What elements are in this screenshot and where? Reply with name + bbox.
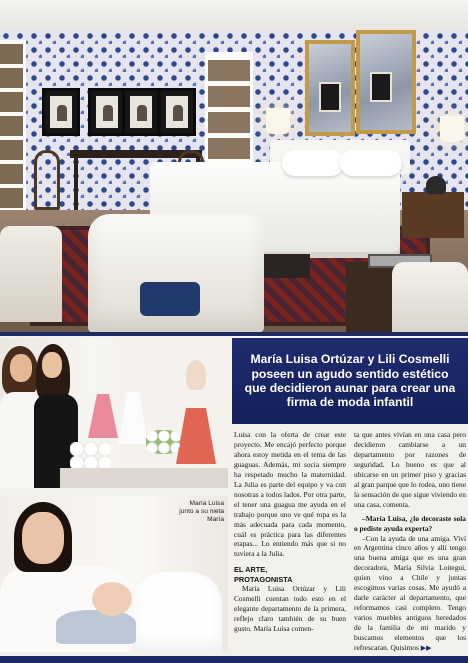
bunny-toy-head — [186, 360, 206, 390]
white-sofa — [132, 572, 222, 652]
designers-photo — [0, 338, 228, 488]
flower-bouquet — [146, 430, 180, 454]
caption-line: María — [207, 516, 224, 523]
wall-frame-4 — [158, 88, 196, 136]
grandmother-photo — [0, 496, 228, 652]
nightstand — [402, 192, 464, 238]
wall-frame-3 — [122, 88, 160, 136]
woman-right-face — [42, 352, 62, 378]
display-table — [60, 468, 228, 488]
table-lamp-right — [440, 116, 464, 142]
bentwood-chair — [34, 150, 60, 210]
subhead-line: PROTAGONISTA — [234, 574, 293, 584]
baby-blanket — [56, 610, 136, 644]
left-bookshelf — [0, 40, 26, 220]
wall-frame-1 — [42, 88, 80, 136]
paragraph: María Luisa Ortúzar y Lili Cosmelli cuentan todo esto en el elegante departamento de la primera, reflejo claro también de su buen gusto. María Luisa comen- — [234, 583, 346, 633]
pink-baby-dress — [88, 394, 118, 438]
armchair-left — [0, 226, 62, 322]
article-body — [234, 430, 466, 654]
navy-cushion — [140, 282, 200, 316]
headline: María Luisa Ortúzar y Lili Cosmelli poseen un agudo sentido estético que decidieron aunar para crear una firma de moda infantil — [244, 352, 456, 410]
paragraph: Luisa con la oferta de crear este proyecto. Me encajó perfecto porque ahora estoy metida en el tema de las guaguas. Además, mi socia siempre ha respetado mucho la maternidad. La Julia es parte del equipo y va con nosotras a todos lados. Por otra parte, el tener una guagua me ayuda en el trabajo porque uno ve qué ropa es la más adecuada para cada momento, cuál es práctica para las diferentes etapas... Lo entiendo más que si no tuviera a la Julia. — [234, 430, 346, 559]
subhead-line: EL ARTE, — [234, 565, 268, 575]
section-subhead — [234, 565, 346, 583]
navy-footer-band — [0, 656, 468, 663]
pillow — [340, 150, 402, 176]
desk-leg — [74, 158, 78, 212]
answer-text: –Con la ayuda de una amiga. Viví en Argentina cinco años y allí tengo una buena amiga que es una gran decoradora, María Silvia Loitegui, quien vino a Chile y juntas escogimos varias cosas. Me ayudó a darle carácter al departamento, que reformamos casi completo. Tengo varios muebles antiguos heredados de la familia de mi marido y buscamos elementos que los refrescaran. Quisimos — [354, 533, 466, 653]
article-column-2 — [354, 430, 466, 654]
table-lamp-left — [266, 108, 290, 134]
caption-line: María Luisa — [189, 500, 224, 507]
woman-left-face — [10, 354, 32, 382]
photo-caption — [150, 500, 224, 524]
interview-question: –María Luisa, ¿lo decoraste sola o pediste ayuda experta? — [354, 513, 466, 533]
gilt-mirror-right — [356, 30, 416, 134]
pillow — [282, 150, 344, 176]
white-roses — [70, 442, 110, 470]
caption-line: junto a su nieta — [179, 508, 224, 515]
wall-frame-2 — [88, 88, 126, 136]
vase — [426, 176, 446, 194]
baby-head — [92, 582, 132, 616]
gilt-mirror-left — [305, 40, 355, 136]
armchair-right — [392, 262, 468, 332]
navy-divider — [0, 332, 468, 336]
paragraph: ta que antes vivían en una casa pero decidieron cambiarse a un departamento por razones de seguridad. Lo bueno es que al ubicarse en un primer piso y gracias al gran parque que lo rodea, uno tiene la sensación de que sigue viviendo en una casa, comenta. — [354, 430, 466, 509]
article-column-1 — [234, 430, 346, 654]
woman-face — [22, 512, 64, 564]
continue-arrow-icon: ▶▶ — [420, 644, 432, 653]
headline-box — [232, 338, 468, 424]
paragraph — [354, 534, 466, 654]
